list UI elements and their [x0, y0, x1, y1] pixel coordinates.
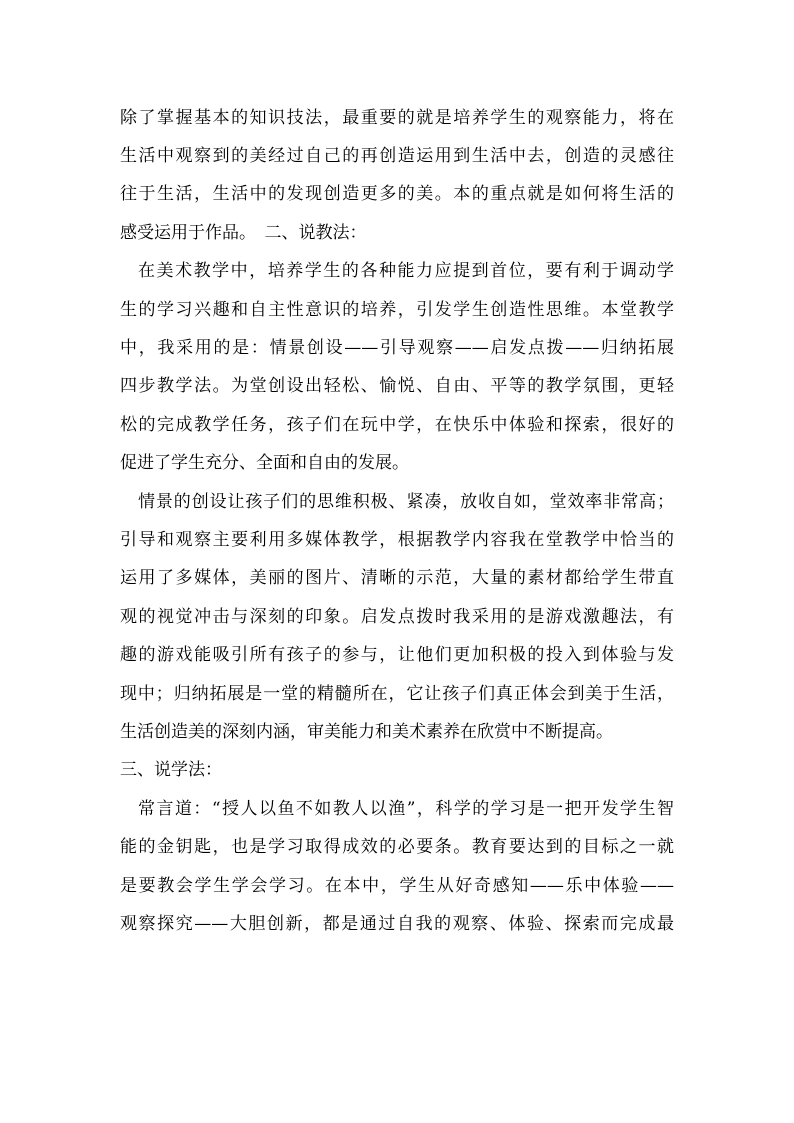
paragraph-line: 观的视觉冲击与深刻的印象。启发点拨时我采用的是游戏激趣法，有	[120, 607, 674, 627]
paragraph-line: 促进了学生充分、全面和自由的发展。	[120, 453, 409, 473]
paragraph-line: 生活中观察到的美经过自己的再创造运用到生活中去，创造的灵感往	[120, 146, 674, 166]
paragraph-line: 观察探究——大胆创新，都是通过自我的观察、体验、探索而完成最	[120, 914, 674, 934]
paragraph-line: 运用了多媒体，美丽的图片、清晰的示范，大量的素材都给学生带直	[120, 568, 674, 588]
paragraph-line: 感受运用于作品。 二、说教法：	[120, 223, 367, 243]
paragraph-line: 是要教会学生学会学习。在本中，学生从好奇感知——乐中体验——	[120, 876, 674, 896]
paragraph-line: 情景的创设让孩子们的思维积极、紧凑，放收自如，堂效率非常高；	[138, 492, 674, 512]
paragraph-line: 趣的游戏能吸引所有孩子的参与，让他们更加积极的投入到体验与发	[120, 645, 674, 665]
paragraph-line: 现中；归纳拓展是一堂的精髓所在，它让孩子们真正体会到美于生活，	[120, 684, 674, 704]
paragraph-line: 在美术教学中，培养学生的各种能力应提到首位，要有利于调动学	[138, 261, 674, 281]
paragraph-line: 四步教学法。为堂创设出轻松、愉悦、自由、平等的教学氛围，更轻	[120, 376, 674, 396]
paragraph-line: 中，我采用的是：情景创设——引导观察——启发点拨——归纳拓展	[120, 338, 674, 358]
paragraph-line: 常言道：“授人以鱼不如教人以渔”，科学的学习是一把开发学生智	[138, 799, 674, 819]
section-heading: 三、说学法：	[120, 760, 222, 780]
paragraph-line: 往于生活，生活中的发现创造更多的美。本的重点就是如何将生活的	[120, 184, 674, 204]
paragraph-line: 除了掌握基本的知识技法，最重要的就是培养学生的观察能力，将在	[120, 108, 674, 128]
paragraph-line: 生活创造美的深刻内涵，审美能力和美术素养在欣赏中不断提高。	[120, 722, 613, 742]
paragraph-line: 生的学习兴趣和自主性意识的培养，引发学生创造性思维。本堂教学	[120, 300, 674, 320]
paragraph-line: 能的金钥匙，也是学习取得成效的必要条。教育要达到的目标之一就	[120, 837, 674, 857]
paragraph-line: 松的完成教学任务，孩子们在玩中学，在快乐中体验和探索，很好的	[120, 415, 674, 435]
paragraph-line: 引导和观察主要利用多媒体教学，根据教学内容我在堂教学中恰当的	[120, 530, 674, 550]
